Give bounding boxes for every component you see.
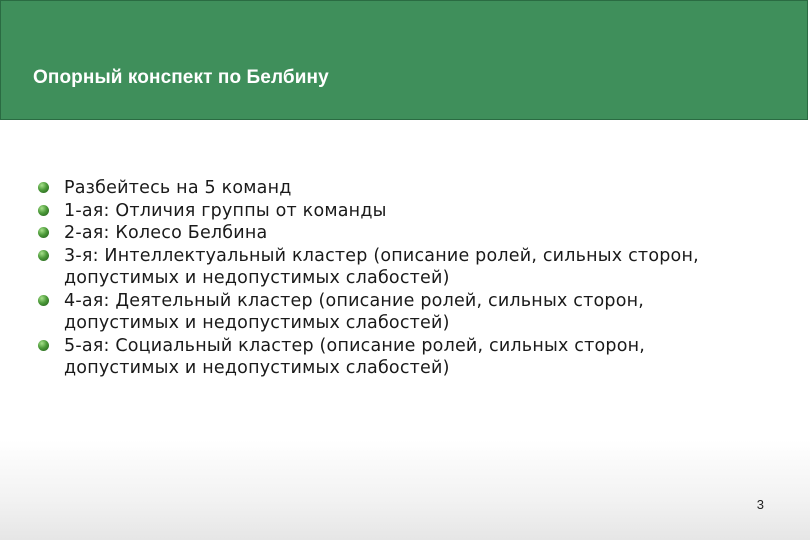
slide-title: Опорный конспект по Белбину bbox=[33, 67, 329, 88]
bullet-text: 2-ая: Колесо Белбина bbox=[64, 223, 268, 243]
green-sphere-bullet-icon bbox=[38, 340, 49, 351]
green-sphere-bullet-icon bbox=[38, 205, 49, 216]
bullet-text: 3-я: Интеллектуальный кластер (описание ролей, сильных сторон, допустимых и недопустимых слабостей) bbox=[64, 245, 699, 288]
page-number: 3 bbox=[756, 497, 764, 512]
bullet-list bbox=[38, 177, 738, 380]
green-sphere-bullet-icon bbox=[38, 295, 49, 306]
bullet-item bbox=[38, 335, 738, 380]
green-sphere-bullet-icon bbox=[38, 227, 49, 238]
bullet-item bbox=[38, 245, 738, 290]
bullet-item bbox=[38, 200, 738, 223]
bullet-item bbox=[38, 290, 738, 335]
green-sphere-bullet-icon bbox=[38, 250, 49, 261]
slide-header bbox=[0, 0, 808, 120]
bullet-text: Разбейтесь на 5 команд bbox=[64, 178, 292, 198]
bullet-text: 5-ая: Социальный кластер (описание ролей, сильных сторон, допустимых и недопустимых слабостей) bbox=[64, 335, 646, 378]
bullet-text: 1-ая: Отличия группы от команды bbox=[64, 200, 387, 221]
green-sphere-bullet-icon bbox=[38, 182, 49, 193]
bullet-item bbox=[38, 222, 738, 245]
bullet-text: 4-ая: Деятельный кластер (описание ролей, сильных сторон, допустимых и недопустимых слабостей) bbox=[64, 290, 645, 333]
bullet-item bbox=[38, 177, 738, 200]
